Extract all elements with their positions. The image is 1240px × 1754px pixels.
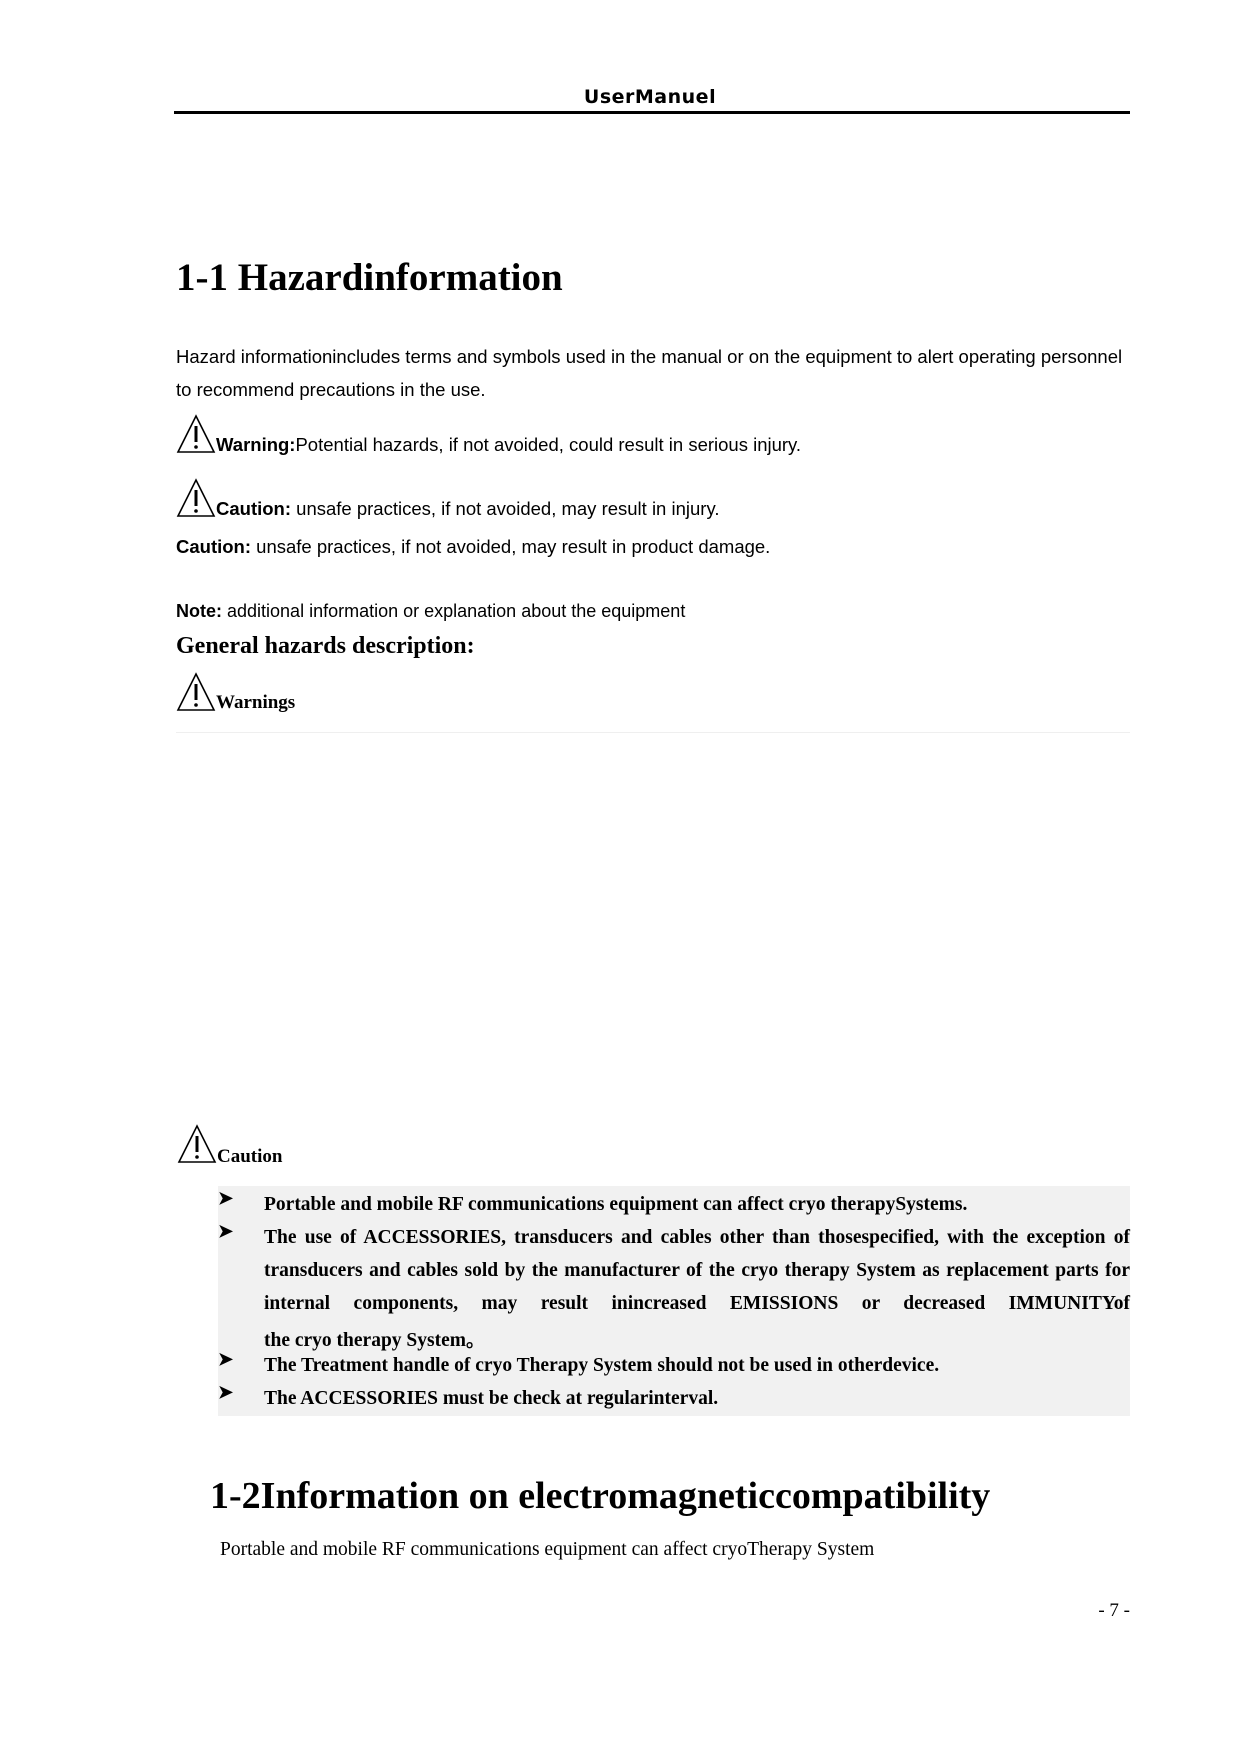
note-label: Note: [176, 601, 222, 621]
warnings-label: Warnings [216, 692, 296, 713]
list-item: ➤ Portable and mobile RF communications equipment can affect cryo therapySystems. [218, 1188, 968, 1215]
warning-label: Warning: [216, 434, 296, 455]
section-heading-emc: 1-2Information on electromagneticcompatibility [210, 1475, 991, 1517]
caution-text: unsafe practices, if not avoided, may result in product damage. [251, 536, 771, 557]
page-number: - 7 - [1098, 1600, 1130, 1621]
arrow-bullet-icon: ➤ [218, 1221, 234, 1241]
caution-label: Caution: [216, 498, 292, 519]
section-heading-hazard: 1-1 Hazardinformation [176, 256, 563, 299]
caution-heading: Caution [217, 1146, 283, 1167]
arrow-bullet-icon: ➤ [218, 1349, 234, 1369]
caution-damage-line [176, 536, 770, 558]
note-text: additional information or explanation about the equipment [222, 601, 686, 621]
warning-text: Potential hazards, if not avoided, could result in serious injury. [295, 434, 802, 455]
list-item: ➤ The Treatment handle of cryo Therapy System should not be used in otherdevice. [218, 1349, 940, 1376]
list-item: ➤ The ACCESSORIES must be check at regularinterval. [218, 1382, 719, 1409]
warning-triangle-icon [177, 1124, 217, 1164]
warning-triangle-icon [176, 672, 216, 712]
warning-triangle-icon [176, 478, 216, 518]
arrow-bullet-icon: ➤ [218, 1188, 234, 1208]
caution-text: unsafe practices, if not avoided, may result in injury. [291, 498, 720, 519]
list-item: ➤ The use of ACCESSORIES, transducers and cables other than thosespecified, with the exception of transducers and cables sold by the manufacturer of the cryo therapy System as replacement parts for internal components, may result inincreased EMISSIONS or decreased IMMUNITYof [218, 1221, 1130, 1314]
general-hazards-heading: General hazards description: [176, 633, 475, 659]
arrow-bullet-icon: ➤ [218, 1382, 234, 1402]
running-header: UserManuel [583, 86, 717, 108]
list-item-continuation: the cryo therapy System。 [264, 1330, 486, 1351]
emc-paragraph: Portable and mobile RF communications equipment can affect cryoTherapy System [220, 1539, 875, 1560]
warning-triangle-icon [176, 414, 216, 454]
note-line [176, 601, 685, 622]
divider [176, 732, 1130, 733]
caution-label: Caution: [176, 536, 252, 557]
header-rule [174, 111, 1130, 114]
intro-paragraph: Hazard informationincludes terms and symbols used in the manual or on the equipment to alert operating personnel to recommend precautions in the use. [176, 346, 1123, 400]
